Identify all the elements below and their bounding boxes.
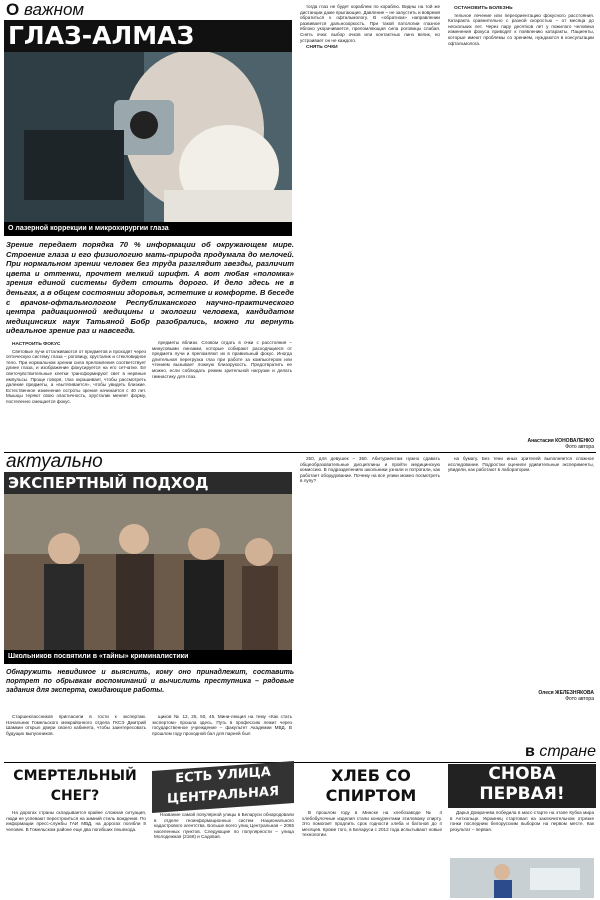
top-rubric: [6, 0, 126, 20]
middle-col-2-text: щиков № 12, 25, 50, 45. Мини-лекция на тему «Как стать экспертом» прошла здесь. Путь в профессию лежит через государственное учреждение – факультет Академии МВД. В прошлом году проходной бал для парней был: [152, 714, 292, 736]
middle-col-1-text: Старшеклассников пригласили в гости к экспертам. Начальник Гомельского межрайонного отдела ГКСЭ Дмитрий Шамкин открыл двери своего кабинета, чтобы заинтересовать будущих выпускников.: [6, 714, 146, 736]
top-col-3-heading: СНЯТЬ ОЧКИ: [306, 45, 338, 51]
middle-col-4-text: на бумагу. Без тени иных зрителей выполняется сложное исследование. Подростки оценили удивительные эксперименты, увидели, как работают в лаборатории.: [448, 456, 594, 473]
bottom-article-3-headline: [300, 766, 442, 808]
bottom-rubric: [470, 742, 596, 762]
bottom-article-3-line2: СПИРТОМ: [325, 786, 417, 805]
top-lead: Зрение передает порядка 70 % информации об окружающем мире. Строение глаза и его физиологию мать-природа продумала до мелочей. При нормальном зрении человек без труда разглядит звезды, различит цвета и оттенки, прочтет мелкий шрифт. А вот любая «поломка» зрения единой системы будет стоить дорого. И дело здесь не в деньгах, а в общем состоянии здоровья, эстетике и комфорте. В беседе с врачом-офтальмологом Республиканского научно-практического центра радиационной медицины и экологии человека, кандидатом медицинских наук Татьяной Бобр разобрались, можно ли вернуть идеальное зрение раз и навсегда.: [6, 240, 294, 336]
middle-col-3-text: 250, для девушек – 350. Абитуриентам нужно сдавать общеобразовательные дисциплины и пройти медицинскую комиссию. В подразделениях школьники узнали и потрогали, как работает оборудование. Почему на все улики можно посмотреть в лупу?: [300, 456, 440, 484]
bottom-rubric-word: стране: [539, 743, 596, 760]
middle-headline: ЭКСПЕРТНЫЙ ПОДХОД: [8, 474, 209, 492]
bottom-article-2-text: [154, 812, 294, 896]
top-col-3: [300, 4, 440, 490]
bottom-article-2-line2: ЦЕНТРАЛЬНАЯ: [167, 784, 279, 807]
middle-author-role: Фото автора: [565, 696, 594, 702]
bottom-article-2-headline: [152, 761, 294, 813]
bottom-article-4-headline: [448, 764, 596, 808]
bottom-article-1-line2: СНЕГ?: [50, 788, 100, 804]
top-col-1-heading: НАСТРОИТЬ ФОКУС: [12, 342, 61, 347]
middle-rubric: актуально: [6, 451, 103, 472]
students-photo: [4, 494, 292, 664]
middle-col-4: [448, 456, 594, 686]
bottom-article-1-body: На дорогах страны складывается крайне сложная ситуация, люди не успевают перестроиться на зимний стиль вождения. По информации пресс-службы ГАИ МВД, на дорогах погибли 8 человек. В Гомельском районе еще два погибших пешехода.: [6, 810, 146, 832]
middle-author: Олеся ЖЕЛЕЗНЯКОВА: [538, 690, 594, 696]
bottom-article-4-text: [450, 810, 594, 856]
bottom-article-1-text: [6, 810, 146, 896]
bottom-article-4-line2: ПЕРВАЯ!: [479, 784, 565, 804]
bottom-article-3-text: [302, 810, 442, 896]
top-author-role: Фото автора: [565, 444, 594, 450]
top-col-1-text: Световые лучи отталкиваются от предметов и проходят через оптическую систему глаза – роговицу, хрусталик и стекловидное тело. При нормальном зрении сила преломления соответствует длине глаза, и изображение фокусируется на его сетчатке. Ее светочувствительные клетки трансформируют свет в нервные импульсы. Проще говоря, глаз окрашивает, чтобы рассмотреть далекие предметы, а «вытягивается», чтобы увидеть близкие. Естественное изменение остроты зрения начинается с 40 лет. Мышцы теряют свою эластичность, хрусталик меняет форму, постепенно смещается фокус.: [6, 348, 146, 404]
bottom-article-4-line1: СНОВА: [488, 764, 556, 784]
middle-photo: [4, 494, 292, 664]
top-rubric-prefix: О: [6, 0, 20, 19]
top-byline: [448, 438, 594, 452]
top-photo: [4, 20, 292, 236]
bottom-rubric-prefix: в: [525, 743, 535, 760]
bottom-article-4-photo: [450, 858, 594, 898]
top-photo-caption: О лазерной коррекции и микрохирургии глаза: [4, 222, 292, 236]
top-col-4-heading: ОСТАНОВИТЬ БОЛЕЗНЬ: [454, 6, 513, 11]
biathlete-photo: [450, 858, 594, 898]
middle-byline: [448, 690, 594, 704]
bottom-article-4-body: Дарья Домрачева победила в масс-старте на этапе Кубка мира в Антхольце. Украинец стартовал на заключительном отрезке гонки последним белорусским выбором на первом месте. Как результат – первая.: [450, 810, 594, 832]
top-col-2-text: предметы вблизи. Словом отдать в очки с расстояния – минусовыми линзами, которые собирают расходящиеся от предмета лучи и преломляют их в правильный фокус. Иногда длительная перегрузка глаз при работе за компьютером или чтением вызывает ложную близорукость. Предотвратить ее можно, если соблюдать режим зрительной нагрузки и делать гимнастику для глаз.: [152, 340, 292, 379]
bottom-article-1-headline: [4, 766, 146, 808]
middle-col-2: [152, 714, 292, 760]
top-col-3-text: тогда глаз не будет кораблем по кораблю. Видны на той же дистанции даже прыгающие. Давление – не запустить и вовремя обратиться к офтальмологу. В «обратном» направлении развивается дальнозоркость. При такой патологии глазное яблоко укорачивается, преломляющая сила роговицы слабая. Снять очки: выбор очков или контактных линз велик, но устраивает он не каждого.: [300, 4, 440, 43]
top-col-4: [448, 4, 594, 434]
top-rubric-word: важном: [23, 0, 85, 19]
top-headline: ГЛАЗ-АЛМАЗ: [8, 21, 195, 50]
bottom-article-3-body: В прошлом году в Минске на хлебозаводе № 4 хлебобулочные изделия стали конкурентами этиловому спирту. Это помогает продлить срок годности хлеба и батонов до 4 месяцев. Кроме того, в Беларуси с 2012 года испытывают новые технологии.: [302, 810, 442, 838]
bottom-article-2-body: Название самой популярной улицы в Беларуси обнародовали в отделе геоинформационных систем Национального кадастрового агентства. Больше всего улиц Центральная – 2065 населенных пунктов. Следующие по популярности – улица Молодежная (2166) и Садовая.: [154, 812, 294, 840]
middle-col-3: [300, 456, 440, 760]
middle-col-1: [6, 714, 146, 760]
bottom-article-2-line1: ЕСТЬ УЛИЦА: [175, 764, 271, 787]
bottom-article-3-line1: ХЛЕБ СО: [331, 766, 411, 785]
top-col-2: [152, 340, 292, 490]
middle-lead: Обнаружить невидимое и выяснить, кому оно принадлежит, составить портрет по обрывкам воспоминаний и вычислить преступника – рядовые задания для эксперта, ожидающие работы.: [6, 669, 294, 694]
middle-divider: [4, 762, 596, 763]
top-author: Анастасия КОНОВАЛЕНКО: [527, 438, 594, 444]
top-col-4-text: тельное лечение или переориентацию фокусного расстояния. Катаракта сравнительно с разной скоростью – от месяца до нескольких лет. Через пару десятков лет у пожилого человека изменения фокуса приводят к появлению катаракты. Пациенты, которые имеют проблемы со зрением, нуждаются в консультации офтальмолога.: [448, 12, 594, 46]
middle-photo-caption: Школьников посвятили в «тайны» криминалистики: [4, 650, 292, 664]
eye-exam-photo: [4, 20, 292, 236]
middle-headline-bar: [4, 472, 292, 494]
bottom-article-1-line1: СМЕРТЕЛЬНЫЙ: [13, 768, 137, 784]
